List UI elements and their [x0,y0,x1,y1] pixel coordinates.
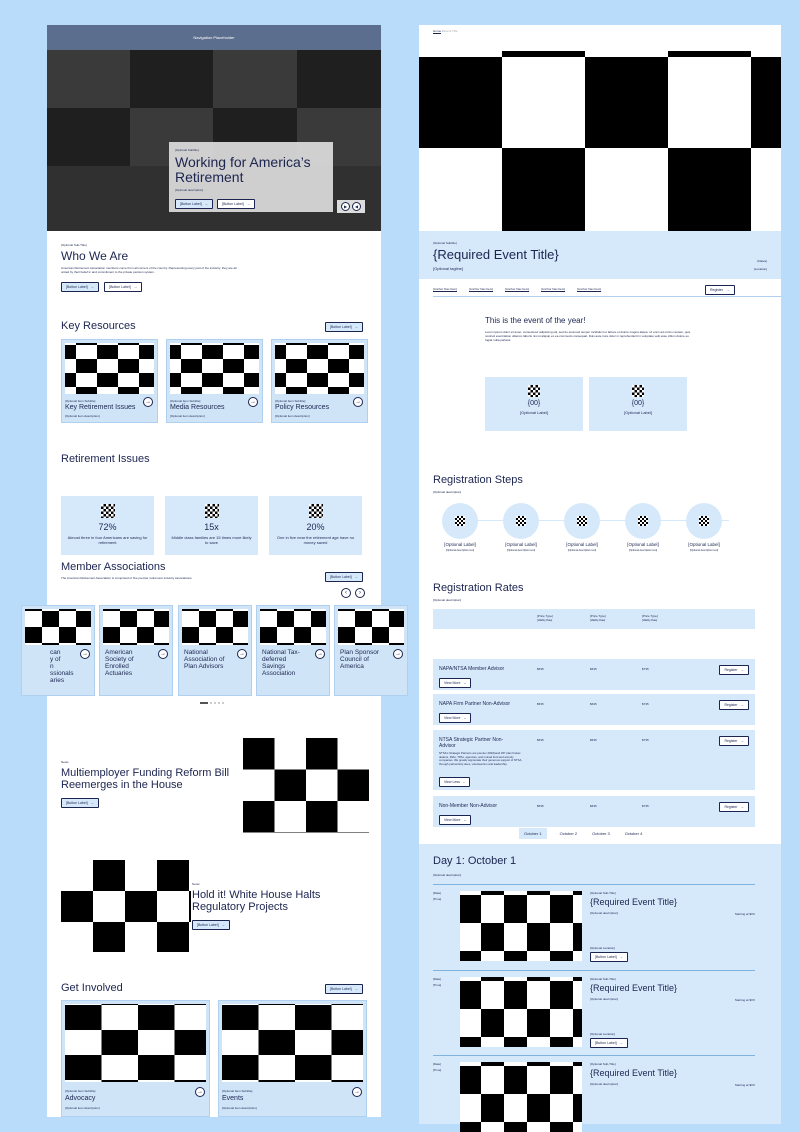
card-title: Policy Resources [275,404,330,411]
member-name: National Tax-deferred Savings Association [262,649,300,677]
card-image [260,609,326,645]
event-description: [Optional description] [590,997,619,1001]
breadcrumb-current: Event Title [443,29,458,33]
event-stat-label: [Optional Label] [519,410,549,415]
step-label: [Optional Label] [444,542,476,547]
registration-steps-title: Registration Steps [433,474,523,486]
step-desc: [Optional description text] [628,549,658,552]
price-type: [Price Type] [590,614,606,618]
arrow-right-icon[interactable]: → [355,399,361,405]
event-time: [Time] [433,897,442,901]
step-circle [503,503,539,539]
button-label: Register [724,703,738,707]
stat-label: One in five near the retirement age have no money saved [276,535,355,545]
event-date: [Date] [433,977,442,981]
arrow-right-icon: → [204,202,209,206]
card-subtitle: [Optional Item Subtitle] [275,399,306,403]
checker-icon [101,504,115,518]
register-button[interactable] [719,665,749,675]
chevron-down-icon: ⌄ [463,818,467,822]
arrow-right-icon: → [619,1041,624,1045]
rate-price: $635 [590,702,597,706]
rate-price: $535 [537,667,544,671]
step-label: [Optional Label] [688,542,720,547]
news-tag: News [192,882,200,886]
carousel-dots[interactable] [200,702,224,704]
anchor-nav-item[interactable]: [Anchor Nav Item] [505,287,530,291]
price-type: [Price Type] [537,614,553,618]
button-label: [Button Label] [180,202,202,206]
price-type-header [590,614,606,622]
register-button[interactable] [719,802,749,812]
registration-rates-desc: [Optional description] [433,598,462,602]
button-label: [Button Label] [66,801,88,805]
event-stat-value: {00} [527,400,541,407]
card-image [65,1004,206,1082]
carousel-prev-icon[interactable]: ‹ [341,588,351,598]
event-description: [Optional description] [590,911,619,915]
key-resources-title: Key Resources [61,320,136,332]
anchor-nav-item[interactable]: [Anchor Nav Item] [433,287,458,291]
event-tagline: [Optional tagline] [433,266,464,271]
rate-detail: NTSA's Strategic Partners are premier 403(b)and 457 plan broker-dealers, RIAs, TPAs, agencies, and mutual fund and annuity companies. We greatly appreciate their generous support of NTSA, through partnership dues, volunteerism and leadership. [439,751,523,766]
step-circle [564,503,600,539]
breadcrumb [433,29,458,33]
hero-secondary-button[interactable] [217,199,255,209]
breadcrumb-home[interactable]: Home [433,29,442,33]
news-headline[interactable]: Hold it! White House Halts Regulatory Projects [192,889,321,913]
stat-card [165,496,258,555]
arrow-right-icon[interactable]: → [239,651,245,657]
button-label: [Button Label] [197,923,219,927]
rate-name: NAPA/NTSA Member Advisor [439,666,505,672]
rate-price: $735 [642,667,649,671]
checker-icon [309,504,323,518]
event-title: {Required Event Title} [433,247,559,262]
member-association-card[interactable] [334,605,408,696]
card-subtitle: [Optional Item Subtitle] [170,399,201,403]
card-image [170,343,259,394]
day-tab[interactable]: October 3 [592,831,610,836]
step-desc: [Optional description text] [506,549,536,552]
arrow-right-icon: → [740,668,744,672]
card-subtitle: [Optional Item Subtitle] [65,1089,96,1093]
arrow-right-icon[interactable]: → [354,1089,360,1095]
homepage-panel [47,25,401,1117]
resource-card[interactable] [271,339,368,423]
event-image [460,1062,582,1132]
news-image [243,738,369,833]
arrow-right-icon[interactable]: → [145,399,151,405]
card-title: Media Resources [170,404,225,411]
validity-date: [Validity Date] [590,619,606,622]
register-button[interactable] [705,285,735,295]
card-subtitle: [Optional Item Subtitle] [222,1089,253,1093]
event-time: [Time] [433,1068,442,1072]
rate-price: $635 [590,667,597,671]
view-toggle-button[interactable] [439,777,470,787]
checker-icon [577,516,587,526]
hero-title: Working for America’s Retirement [175,154,311,185]
event-description: [Optional description] [590,1082,619,1086]
hero-text-box [169,142,333,212]
rate-row [433,796,755,827]
arrow-right-icon: → [726,288,730,292]
arrow-right-icon: → [133,285,138,289]
arrow-right-icon: → [354,575,359,579]
rate-name: NAPA Firm Partner Non-Advisor [439,701,511,707]
event-title[interactable]: {Required Event Title} [590,1068,678,1078]
card-title: Key Retirement Issues [65,404,136,411]
who-secondary-button[interactable] [104,282,142,292]
member-association-card[interactable] [99,605,173,696]
event-price: Starting at $XX [734,998,755,1002]
anchor-nav-item[interactable]: [Anchor Nav Item] [577,287,602,291]
stat-label: Almost three in four Americans are saving for retirement [67,535,148,545]
checker-icon [455,516,465,526]
card-image [275,343,364,394]
button-label: Register [724,739,738,743]
involved-card[interactable] [218,1000,367,1117]
retirement-issues-title: Retirement Issues [61,453,150,465]
event-page-panel [419,25,781,1117]
rate-price: $635 [590,738,597,742]
view-toggle-button[interactable] [439,713,471,723]
rate-price: $735 [642,804,649,808]
event-subtitle: [Optional Sub-Title] [590,977,616,981]
step-label: [Optional Label] [627,542,659,547]
who-primary-button[interactable] [61,282,99,292]
day-desc: [Optional description] [433,873,462,877]
member-name: Plan Sponsor Council of America [340,649,380,670]
checker-icon [205,504,219,518]
price-type-header [642,614,658,622]
previous-icon[interactable]: ◀ [352,202,361,211]
card-description: [Optional item description] [65,414,100,418]
button-label: [Button Label] [66,285,88,289]
event-stat-card [589,377,687,431]
step-circle [442,503,478,539]
stat-card [269,496,362,555]
rates-header-row [433,609,755,629]
registration-rates-title: Registration Rates [433,582,524,594]
button-label: [Button Label] [330,325,352,329]
schedule-event [433,1055,755,1125]
who-body: American Retirement Association members come from all corners of the country. Representing every part of the industry, they are all united by their belief in and commitment to the private pension system. [61,266,237,274]
checker-icon [699,516,709,526]
arrow-right-icon: → [354,325,359,329]
button-label: [Button Label] [222,202,244,206]
rate-name: Non-Member Non-Advisor [439,803,498,809]
event-subtitle: [Optional Sub-Title] [590,891,616,895]
rate-price: $535 [537,804,544,808]
checker-icon [632,385,644,397]
stat-value: 72% [98,522,117,532]
rate-price: $535 [537,702,544,706]
arrow-right-icon: → [740,739,744,743]
arrow-right-icon: → [90,801,95,805]
event-location: [Optional Location] [590,946,616,950]
event-location: [Optional Location] [590,1032,616,1036]
arrow-right-icon: → [354,987,359,991]
news-tag: News [61,760,69,764]
step-label: [Optional Label] [566,542,598,547]
event-stat-value: {00} [631,400,645,407]
event-subtitle: [Optional Sub-Title] [590,1062,616,1066]
resource-card[interactable] [61,339,158,423]
arrow-right-icon: → [740,703,744,707]
involved-card[interactable] [61,1000,210,1117]
carousel-next-icon[interactable]: › [355,588,365,598]
rate-name: NTSA Strategic Partner Non-Advisor [439,737,504,749]
rate-price: $735 [642,702,649,706]
get-involved-title: Get Involved [61,982,123,994]
button-label: Register [724,668,738,672]
card-title: Events [222,1095,244,1102]
who-subtitle: [Optional Sub-Title] [61,243,87,247]
chevron-down-icon: ⌄ [463,716,467,720]
arrow-right-icon[interactable]: → [160,651,166,657]
event-title[interactable]: {Required Event Title} [590,983,678,993]
card-description: [Optional item description] [65,1106,100,1110]
arrow-right-icon: → [90,285,95,289]
button-label: Register [724,805,738,809]
stat-label: Middle class families are 15 times more likely to save [171,535,252,545]
event-date: [Date] [433,891,442,895]
day-tab[interactable]: October 2 [559,831,578,836]
event-title[interactable]: {Required Event Title} [590,897,678,907]
hero-banner [47,25,381,231]
view-toggle-button[interactable] [439,678,471,688]
day-tab[interactable]: October 1 [519,828,547,839]
price-type: [Price Type] [642,614,658,618]
step-circle [686,503,722,539]
event-image [460,891,582,961]
event-stat-card [485,377,583,431]
button-label: [Button Label] [330,575,352,579]
breadcrumb-separator: / [441,29,443,33]
card-image [103,609,169,645]
member-association-card[interactable] [256,605,330,696]
stat-value: 20% [306,522,325,532]
event-stat-label: [Optional Label] [623,410,653,415]
member-associations-desc: The American Retirement Association is comprised of five premier retirement industry associations. [61,576,193,580]
card-image [25,609,91,645]
button-label: View More [444,818,461,822]
member-associations-button[interactable] [325,572,363,582]
day-title: Day 1: October 1 [433,855,517,867]
who-title: Who We Are [61,249,129,263]
schedule-event [433,970,755,1056]
button-label: View More [444,716,461,720]
arrow-right-icon: → [246,202,251,206]
hero-primary-button[interactable] [175,199,213,209]
event-image [460,977,582,1047]
news-button[interactable] [61,798,99,808]
validity-date: [Validity Date] [537,619,553,622]
rate-row [433,730,755,790]
rate-row [433,659,755,690]
arrow-right-icon[interactable]: → [250,399,256,405]
register-button[interactable] [719,700,749,710]
event-date: [Date] [433,1062,442,1066]
navigation-bar[interactable]: Navigation Placeholder [47,25,381,50]
card-description: [Optional item description] [222,1106,257,1110]
rate-price: $535 [537,738,544,742]
member-name: National Association of Plan Advisors [184,649,225,670]
step-desc: [Optional description text] [445,549,475,552]
card-image [182,609,248,645]
stat-value: 15x [204,522,219,532]
intro-title: This is the event of the year! [485,316,586,325]
resource-card[interactable] [166,339,263,423]
get-involved-button[interactable] [325,984,363,994]
validity-date: [Validity Date] [642,619,658,622]
step-label: [Optional Label] [505,542,537,547]
button-label: View More [444,681,461,685]
event-subtitle: [Optional Subtitle] [433,241,457,245]
stat-card [61,496,154,555]
minus-icon: – [462,780,465,784]
card-subtitle: [Optional Item Subtitle] [65,399,96,403]
rate-price: $735 [642,738,649,742]
view-toggle-button[interactable] [439,815,471,825]
step-desc: [Optional description text] [567,549,597,552]
button-label: Register [710,288,724,292]
news-headline[interactable]: Multiemployer Funding Reform Bill Reemerges in the House [61,767,230,791]
arrow-right-icon[interactable]: → [197,1089,203,1095]
schedule-event [433,884,755,970]
rate-price: $635 [590,804,597,808]
arrow-right-icon: → [221,923,226,927]
card-image [65,343,154,394]
button-label: View Less [444,780,460,784]
day-tabs [519,831,655,839]
event-price: Starting at $XX [734,912,755,916]
member-association-card[interactable] [21,605,95,696]
hero-subtitle: [Optional Subtitle] [175,148,199,152]
news-image [61,860,191,952]
event-price: Starting at $XX [734,1083,755,1087]
arrow-right-icon: → [740,805,744,809]
arrow-right-icon[interactable]: → [82,651,88,657]
member-name: American Society of Enrolled Actuaries [105,649,134,677]
event-dates: [Dates] [757,259,767,263]
card-image [338,609,404,645]
event-button[interactable] [590,952,628,962]
intro-body: Lorem ipsum dolor sit amet, consectetur adipiscing elit, sed do eiusmod tempor incididunt ut labore et dolore magna aliqua. Ut enim ad minim veniam, quis nostrud exercitation ullamco laboris nisi ut aliquip ex ea commodo consequat. Duis aute irure dolor in reprehenderit in voluptate velit esse cillum dolore eu fugiat nulla pariatur. [485,330,691,342]
arrow-right-icon[interactable]: → [395,651,401,657]
chevron-down-icon: ⌄ [463,681,467,685]
carousel-controls [337,200,365,213]
arrow-right-icon[interactable]: → [317,651,323,657]
event-time: [Time] [433,983,442,987]
anchor-nav-item[interactable]: [Anchor Nav Item] [541,287,566,291]
event-hero-image [419,51,781,233]
button-label: [Button Label] [595,1041,617,1045]
button-label: [Button Label] [330,987,352,991]
step-circle [625,503,661,539]
member-associations-title: Member Associations [61,561,166,573]
news-button[interactable] [192,920,230,930]
card-title: Advocacy [65,1095,96,1102]
card-image [222,1004,363,1082]
arrow-right-icon: → [619,955,624,959]
member-name: can y of n ssionals aries [50,649,74,684]
checker-icon [638,516,648,526]
key-resources-button[interactable] [325,322,363,332]
event-location: [Location] [753,267,767,271]
price-type-header [537,614,553,622]
button-label: [Button Label] [595,955,617,959]
anchor-nav [433,287,601,291]
register-button[interactable] [719,736,749,746]
card-description: [Optional item description] [170,414,205,418]
step-desc: [Optional description text] [689,549,719,552]
checker-icon [528,385,540,397]
card-description: [Optional item description] [275,414,310,418]
member-association-card[interactable] [178,605,252,696]
event-button[interactable] [590,1038,628,1048]
anchor-nav-item[interactable]: [Anchor Nav Item] [469,287,494,291]
hero-description: [Optional description] [175,188,204,192]
day-tab[interactable]: October 4 [624,831,643,836]
checker-icon [516,516,526,526]
button-label: [Button Label] [109,285,131,289]
registration-steps-desc: [Optional description] [433,490,462,494]
play-icon[interactable]: ▶ [341,202,350,211]
rate-row [433,694,755,725]
